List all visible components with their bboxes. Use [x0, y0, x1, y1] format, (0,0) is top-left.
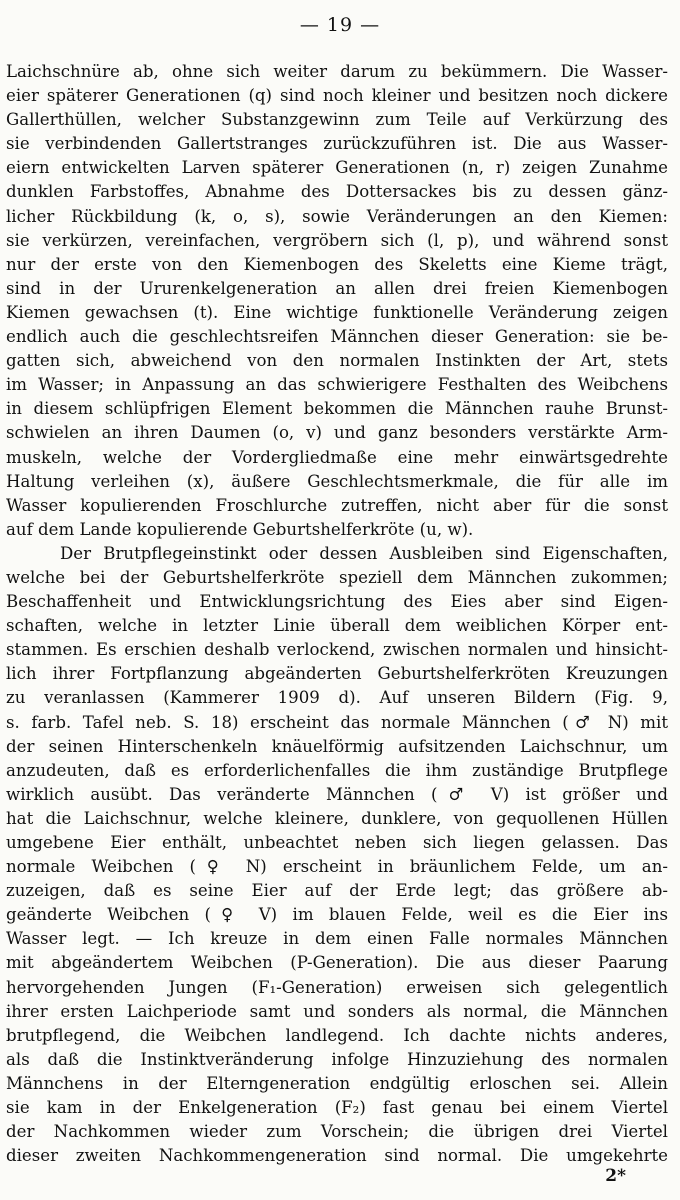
text-line: stammen. Es erschien deshalb verlockend, zwischen normalen und hinsicht-	[6, 640, 668, 660]
text-line: geänderte Weibchen (♀ V) im blauen Felde, weil es die Eier ins	[6, 905, 668, 925]
body-text	[6, 60, 668, 1168]
text-line: ihrer ersten Laichperiode samt und sonders als normal, die Männchen	[6, 1001, 668, 1021]
text-line: eiern entwickelten Larven späterer Generationen (n, r) zeigen Zunahme	[6, 158, 668, 178]
page-number: — 19 —	[299, 14, 381, 36]
paragraph-2	[6, 542, 668, 1168]
text-line: hervorgehenden Jungen (F₁-Generation) erweisen sich gelegentlich	[6, 977, 668, 997]
text-line: der seinen Hinterschenkeln knäuelförmig aufsitzenden Laichschnur, um	[6, 736, 668, 756]
text-line: gatten sich, abweichend von den normalen Instinkten der Art, stets	[6, 351, 668, 371]
text-line: sie verkürzen, vereinfachen, vergröbern sich (l, p), und während sonst	[6, 230, 668, 250]
text-line: s. farb. Tafel neb. S. 18) erscheint das normale Männchen (♂ N) mit	[6, 712, 668, 732]
text-line: sie kam in der Enkelgeneration (F₂) fast genau bei einem Viertel	[6, 1098, 668, 1118]
text-line: hat die Laichschnur, welche kleinere, dunklere, von gequollenen Hüllen	[6, 808, 668, 828]
text-line: als daß die Instinktveränderung infolge Hinzuziehung des normalen	[6, 1049, 668, 1069]
text-line: Wasser kopulierenden Froschlurche zutreffen, nicht aber für die sonst	[6, 495, 668, 515]
text-line: muskeln, welche der Vordergliedmaße eine mehr einwärtsgedrehte	[6, 447, 668, 467]
text-line: Kiemen gewachsen (t). Eine wichtige funktionelle Veränderung zeigen	[6, 302, 668, 322]
text-line: schaften, welche in letzter Linie überall dem weiblichen Körper ent-	[6, 616, 668, 636]
text-line: dieser zweiten Nachkommengeneration sind normal. Die umgekehrte	[6, 1146, 668, 1166]
text-line: der Nachkommen wieder zum Vorschein; die übrigen drei Viertel	[6, 1122, 668, 1142]
text-line: Wasser legt. — Ich kreuze in dem einen Falle normales Männchen	[6, 929, 668, 949]
text-line: in diesem schlüpfrigen Element bekommen die Männchen rauhe Brunst-	[6, 399, 668, 419]
text-line: normale Weibchen (♀ N) erscheint in bräunlichem Felde, um an-	[6, 857, 668, 877]
text-line: schwielen an ihren Daumen (o, v) und ganz besonders verstärkte Arm-	[6, 423, 668, 443]
text-line: dunklen Farbstoffes, Abnahme des Dottersackes bis zu dessen gänz-	[6, 182, 668, 202]
text-line: brutpflegend, die Weibchen landlegend. Ich dachte nichts anderes,	[6, 1025, 668, 1045]
text-line: endlich auch die geschlechtsreifen Männchen dieser Generation: sie be-	[6, 327, 668, 347]
text-line: zuzeigen, daß es seine Eier auf der Erde legt; das größere ab-	[6, 881, 668, 901]
text-line: sind in der Ururenkelgeneration an allen drei freien Kiemenbogen	[6, 278, 668, 298]
text-line: zu veranlassen (Kammerer 1909 d). Auf unseren Bildern (Fig. 9,	[6, 688, 668, 708]
text-line: Männchens in der Elterngeneration endgültig erloschen sei. Allein	[6, 1073, 668, 1093]
text-line: Gallerthüllen, welcher Substanzgewinn zum Teile auf Verkürzung des	[6, 110, 668, 130]
text-line: sie verbindenden Gallertstranges zurückzuführen ist. Die aus Wasser-	[6, 134, 668, 154]
text-line: Haltung verleihen (x), äußere Geschlechtsmerkmale, die für alle im	[6, 471, 668, 491]
text-line: wirklich ausübt. Das veränderte Männchen (♂ V) ist größer und	[6, 784, 668, 804]
text-line: auf dem Lande kopulierende Geburtshelferkröte (u, w).	[6, 519, 474, 539]
text-line: Der Brutpflegeinstinkt oder dessen Ausbleiben sind Eigenschaften,	[60, 543, 668, 563]
signature-mark: 2*	[605, 1166, 626, 1186]
text-line: mit abgeändertem Weibchen (P-Generation). Die aus dieser Paarung	[6, 953, 668, 973]
text-line: Beschaffenheit und Entwicklungsrichtung des Eies aber sind Eigen-	[6, 592, 668, 612]
text-line: welche bei der Geburtshelferkröte speziell dem Männchen zukommen;	[6, 567, 668, 587]
text-line: anzudeuten, daß es erforderlichenfalles die ihm zuständige Brutpflege	[6, 760, 668, 780]
text-line: umgebene Eier enthält, unbeachtet neben sich liegen gelassen. Das	[6, 833, 668, 852]
text-line: im Wasser; in Anpassung an das schwierigere Festhalten des Weibchens	[6, 375, 668, 395]
text-line: lich ihrer Fortpflanzung abgeänderten Geburtshelferkröten Kreuzungen	[6, 664, 668, 684]
text-line: nur der erste von den Kiemenbogen des Skeletts eine Kieme trägt,	[6, 254, 668, 274]
text-line: licher Rückbildung (k, o, s), sowie Veränderungen an den Kiemen:	[6, 206, 668, 226]
text-line: eier späterer Generationen (q) sind noch kleiner und besitzen noch dickere	[6, 86, 668, 106]
text-line: Laichschnüre ab, ohne sich weiter darum zu bekümmern. Die Wasser-	[6, 62, 668, 81]
paragraph-1	[6, 60, 668, 542]
